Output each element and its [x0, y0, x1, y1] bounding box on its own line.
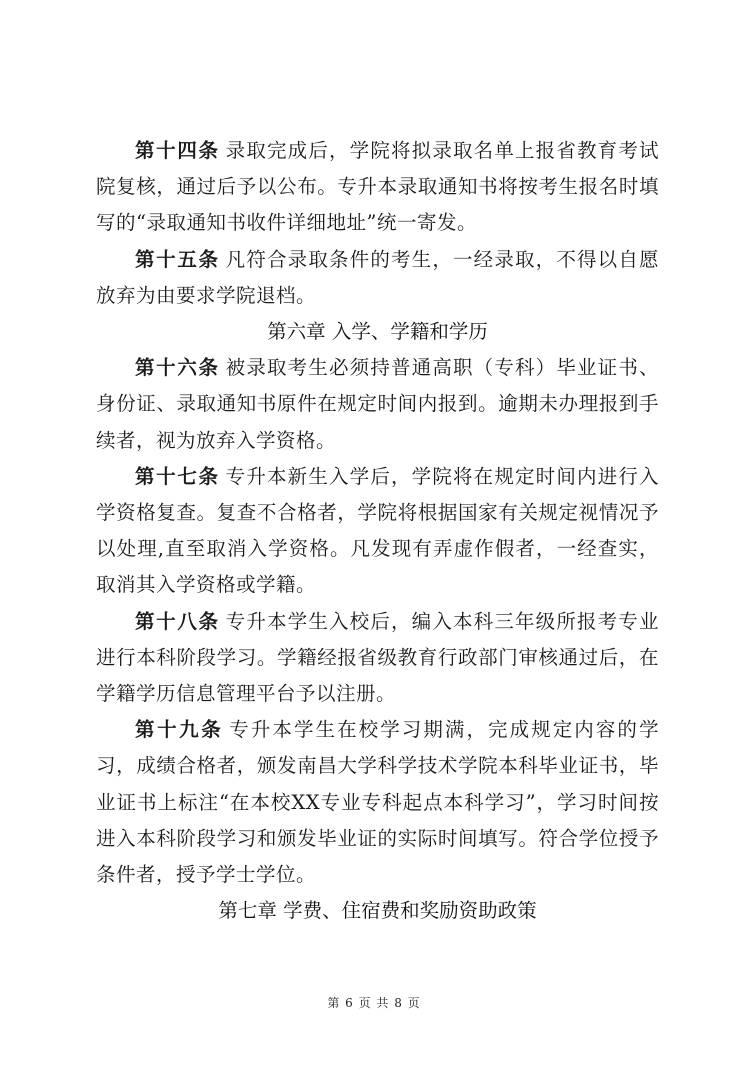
article-15: [96, 242, 659, 314]
article-19-text: 专升本学生在校学习期满，完成规定内容的学习，成绩合格者，颁发南昌大学科学技术学院本科毕业证书，毕业证书上标注“在本校XX专业专科起点本科学习”，学习时间按进入本科阶段学习和颁发毕业证的实际时间填写。符合学位授予条件者，授予学士学位。: [96, 718, 659, 887]
article-17-title: 第十七条: [135, 464, 220, 488]
article-14-text: 录取完成后，学院将拟录取名单上报省教育考试院复核，通过后予以公布。专升本录取通知书将按考生报名时填写的“录取通知书收件详细地址”统一寄发。: [96, 139, 659, 235]
article-16-text: 被录取考生必须持普通高职（专科）毕业证书、身份证、录取通知书原件在规定时间内报到。逾期未办理报到手续者，视为放弃入学资格。: [96, 356, 659, 452]
article-19-title: 第十九条: [135, 718, 224, 742]
article-14: [96, 133, 659, 242]
article-15-title: 第十五条: [135, 247, 220, 271]
article-18-text: 专升本学生入校后，编入本科三年级所报考专业进行本科阶段学习。学籍经报省级教育行政部门审核通过后，在学籍学历信息管理平台予以注册。: [96, 609, 659, 706]
article-15-text: 凡符合录取条件的考生，一经录取，不得以自愿放弃为由要求学院退档。: [96, 247, 659, 307]
article-19: [96, 712, 659, 893]
article-17-text: 专升本新生入学后，学院将在规定时间内进行入学资格复查。复查不合格者，学院将根据国家有关规定视情况予以处理,直至取消入学资格。凡发现有弄虚作假者，一经查实，取消其入学资格或学籍。: [96, 464, 659, 597]
page-number-footer: 第 6 页 共 8 页: [327, 996, 421, 1010]
article-18: [96, 604, 659, 713]
article-14-title: 第十四条: [135, 139, 220, 162]
article-16: [96, 350, 659, 459]
article-16-title: 第十六条: [135, 356, 220, 380]
chapter-6-heading: 第六章 入学、学籍和学历: [267, 320, 488, 344]
chapter-7-heading: 第七章 学费、住宿费和奖励资助政策: [218, 899, 537, 923]
document-body: [96, 133, 659, 929]
article-17: [96, 459, 659, 604]
article-18-title: 第十八条: [135, 609, 220, 633]
